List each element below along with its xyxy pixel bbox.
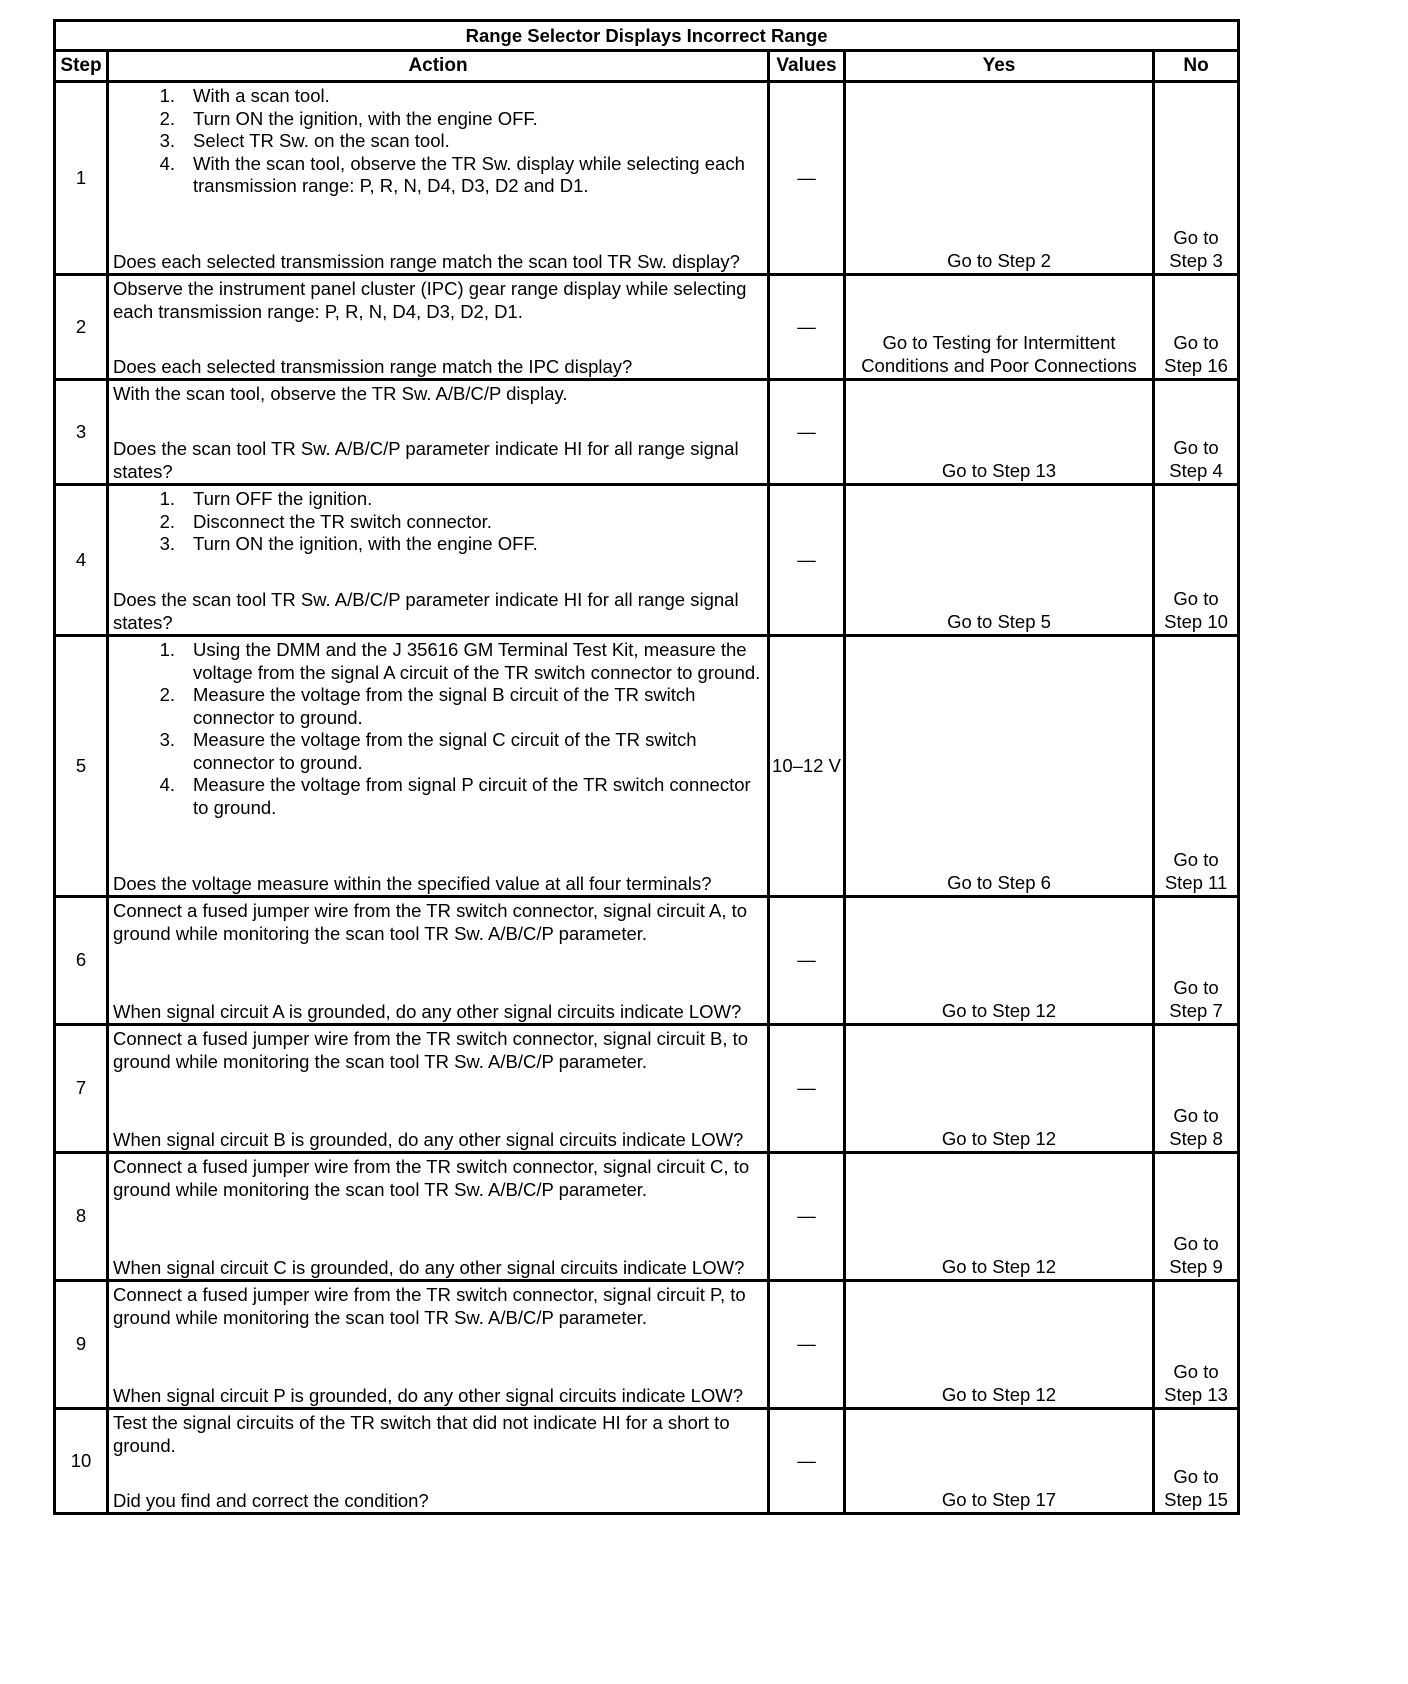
- list-item-number: 2.: [159, 510, 175, 532]
- list-item-number: 4.: [159, 774, 175, 795]
- column-header-no: No: [1154, 51, 1239, 82]
- value-cell: —: [769, 1153, 845, 1281]
- action-cell: [108, 380, 769, 485]
- action-question: When signal circuit B is grounded, do any other signal circuits indicate LOW?: [113, 1128, 744, 1150]
- column-header-yes: Yes: [845, 51, 1154, 82]
- no-link[interactable]: Go to Step 13: [1154, 1281, 1239, 1409]
- list-item-number: 3.: [159, 533, 175, 554]
- list-item-number: 1.: [159, 488, 175, 509]
- action-question: Does the scan tool TR Sw. A/B/C/P parameter indicate HI for all range signal states?: [113, 438, 739, 482]
- no-link[interactable]: Go to Step 10: [1154, 485, 1239, 636]
- step-number: 9: [55, 1281, 108, 1409]
- column-header-action: Action: [108, 51, 769, 82]
- list-item-text: Measure the voltage from the signal C circuit of the TR switch connector to ground.: [193, 729, 697, 773]
- action-question: Did you find and correct the condition?: [113, 1489, 429, 1511]
- step-number: 7: [55, 1025, 108, 1153]
- procedure-list-item: [159, 152, 763, 198]
- list-item-text: Turn OFF the ignition.: [193, 488, 373, 509]
- yes-link[interactable]: Go to Step 12: [845, 1025, 1154, 1153]
- table-row: [55, 1409, 1239, 1514]
- table-row: [55, 275, 1239, 380]
- action-question: When signal circuit A is grounded, do any other signal circuits indicate LOW?: [113, 1000, 742, 1022]
- action-cell: [108, 82, 769, 275]
- action-instruction: Connect a fused jumper wire from the TR switch connector, signal circuit A, to ground while monitoring the scan tool TR Sw. A/B/C/P parameter.: [113, 900, 748, 944]
- action-question: When signal circuit C is grounded, do any other signal circuits indicate LOW?: [113, 1256, 745, 1278]
- table-row: [55, 636, 1239, 897]
- action-question: Does the voltage measure within the specified value at all four terminals?: [113, 872, 712, 894]
- procedure-list: [113, 85, 763, 198]
- value-cell: —: [769, 1281, 845, 1409]
- list-item-text: Turn ON the ignition, with the engine OFF.: [193, 533, 538, 554]
- action-question: Does each selected transmission range match the IPC display?: [113, 355, 633, 377]
- no-link[interactable]: Go to Step 3: [1154, 82, 1239, 275]
- action-question: When signal circuit P is grounded, do any other signal circuits indicate LOW?: [113, 1384, 744, 1406]
- step-number: 1: [55, 82, 108, 275]
- action-cell: [108, 485, 769, 636]
- diagnostic-table: [53, 19, 1240, 1515]
- action-instruction: With the scan tool, observe the TR Sw. A/B/C/P display.: [113, 383, 568, 404]
- list-item-text: Disconnect the TR switch connector.: [193, 510, 492, 532]
- no-link[interactable]: Go to Step 8: [1154, 1025, 1239, 1153]
- step-number: 5: [55, 636, 108, 897]
- yes-link[interactable]: Go to Step 2: [845, 82, 1154, 275]
- yes-link[interactable]: Go to Step 13: [845, 380, 1154, 485]
- step-number: 8: [55, 1153, 108, 1281]
- list-item-text: Select TR Sw. on the scan tool.: [193, 130, 450, 151]
- value-cell: —: [769, 485, 845, 636]
- yes-link[interactable]: Go to Step 12: [845, 1153, 1154, 1281]
- value-cell: —: [769, 897, 845, 1025]
- list-item-text: Turn ON the ignition, with the engine OFF.: [193, 107, 538, 129]
- value-cell: —: [769, 380, 845, 485]
- procedure-list: [113, 488, 763, 556]
- header-row: [55, 51, 1239, 82]
- table-row: [55, 380, 1239, 485]
- list-item-number: 1.: [159, 639, 175, 660]
- action-cell: [108, 1153, 769, 1281]
- action-instruction: Connect a fused jumper wire from the TR switch connector, signal circuit B, to ground while monitoring the scan tool TR Sw. A/B/C/P parameter.: [113, 1028, 749, 1072]
- yes-link[interactable]: Go to Step 6: [845, 636, 1154, 897]
- list-item-text: Measure the voltage from the signal B circuit of the TR switch connector to ground.: [193, 684, 696, 728]
- no-link[interactable]: Go to Step 7: [1154, 897, 1239, 1025]
- list-item-text: With a scan tool.: [193, 85, 330, 106]
- action-cell: [108, 1025, 769, 1153]
- action-cell: [108, 1409, 769, 1514]
- column-header-step: Step: [55, 51, 108, 82]
- list-item-number: 3.: [159, 130, 175, 151]
- action-cell: [108, 275, 769, 380]
- list-item-text: Measure the voltage from signal P circuit of the TR switch connector to ground.: [193, 774, 751, 818]
- procedure-list-item: [159, 774, 763, 819]
- procedure-list-item: [159, 130, 763, 153]
- procedure-list: [113, 639, 763, 819]
- procedure-list-item: [159, 533, 763, 556]
- yes-link[interactable]: Go to Testing for Intermittent Conditions and Poor Connections: [845, 275, 1154, 380]
- procedure-list-item: [159, 85, 763, 108]
- list-item-number: 4.: [159, 152, 175, 174]
- list-item-number: 2.: [159, 107, 175, 129]
- action-instruction: Connect a fused jumper wire from the TR switch connector, signal circuit P, to ground while monitoring the scan tool TR Sw. A/B/C/P parameter.: [113, 1284, 746, 1328]
- step-number: 10: [55, 1409, 108, 1514]
- column-header-values: Values: [769, 51, 845, 82]
- table-row: [55, 82, 1239, 275]
- table-row: [55, 897, 1239, 1025]
- table-row: [55, 1025, 1239, 1153]
- yes-link[interactable]: Go to Step 5: [845, 485, 1154, 636]
- list-item-text: Using the DMM and the J 35616 GM Terminal Test Kit, measure the voltage from the signal A circuit of the TR switch connector to ground.: [193, 639, 761, 683]
- table-row: [55, 1153, 1239, 1281]
- procedure-list-item: [159, 488, 763, 511]
- action-cell: [108, 636, 769, 897]
- step-number: 4: [55, 485, 108, 636]
- action-instruction: Test the signal circuits of the TR switch that did not indicate HI for a short to ground.: [113, 1412, 730, 1456]
- yes-link[interactable]: Go to Step 12: [845, 897, 1154, 1025]
- value-cell: —: [769, 1025, 845, 1153]
- action-instruction: Connect a fused jumper wire from the TR switch connector, signal circuit C, to ground while monitoring the scan tool TR Sw. A/B/C/P parameter.: [113, 1156, 750, 1200]
- list-item-text: With the scan tool, observe the TR Sw. display while selecting each transmission range: P, R, N, D4, D3, D2 and D1.: [193, 152, 745, 196]
- list-item-number: 2.: [159, 684, 175, 705]
- value-cell: —: [769, 82, 845, 275]
- step-number: 2: [55, 275, 108, 380]
- action-instruction: Observe the instrument panel cluster (IPC) gear range display while selecting each transmission range: P, R, N, D4, D3, D2, D1.: [113, 278, 747, 322]
- yes-link[interactable]: Go to Step 17: [845, 1409, 1154, 1514]
- action-question: Does each selected transmission range match the scan tool TR Sw. display?: [113, 250, 740, 272]
- procedure-list-item: [159, 107, 763, 131]
- value-cell: 10–12 V: [769, 636, 845, 897]
- procedure-list-item: [159, 684, 763, 729]
- table-title: Range Selector Displays Incorrect Range: [55, 21, 1239, 51]
- no-link[interactable]: Go to Step 16: [1154, 275, 1239, 380]
- value-cell: —: [769, 1409, 845, 1514]
- action-cell: [108, 1281, 769, 1409]
- no-link[interactable]: Go to Step 9: [1154, 1153, 1239, 1281]
- procedure-list-item: [159, 639, 763, 684]
- no-link[interactable]: Go to Step 11: [1154, 636, 1239, 897]
- list-item-number: 3.: [159, 729, 175, 750]
- step-number: 6: [55, 897, 108, 1025]
- action-question: Does the scan tool TR Sw. A/B/C/P parameter indicate HI for all range signal states?: [113, 589, 739, 633]
- no-link[interactable]: Go to Step 15: [1154, 1409, 1239, 1514]
- table-row: [55, 485, 1239, 636]
- procedure-list-item: [159, 729, 763, 774]
- step-number: 3: [55, 380, 108, 485]
- table-row: [55, 1281, 1239, 1409]
- yes-link[interactable]: Go to Step 12: [845, 1281, 1154, 1409]
- no-link[interactable]: Go to Step 4: [1154, 380, 1239, 485]
- action-cell: [108, 897, 769, 1025]
- procedure-list-item: [159, 510, 763, 534]
- value-cell: —: [769, 275, 845, 380]
- list-item-number: 1.: [159, 85, 175, 106]
